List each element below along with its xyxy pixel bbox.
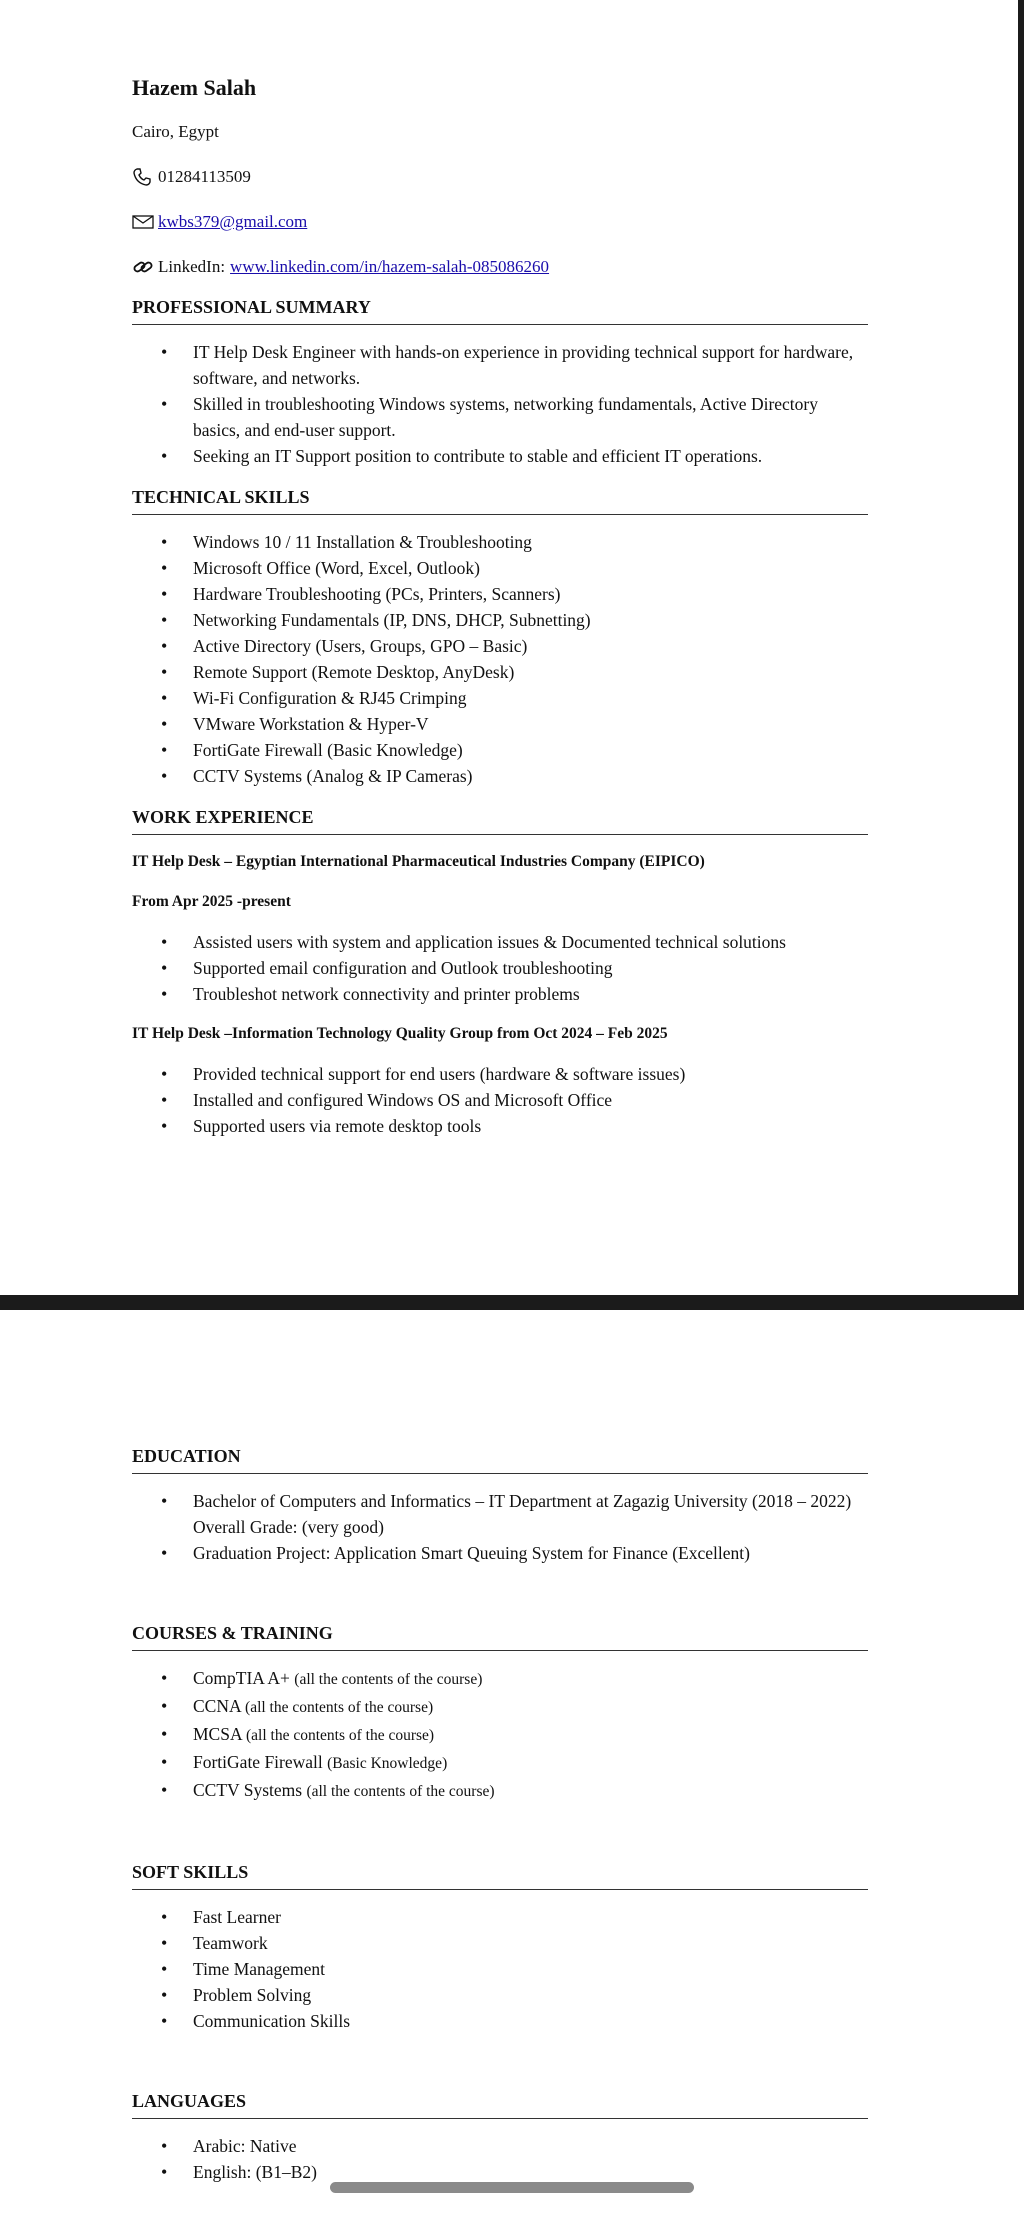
list-item: • Graduation Project: Application Smart Queuing System for Finance (Excellent) [193,1540,868,1566]
job-period-eipico: From Apr 2025 -present [132,893,291,910]
list-item: • Wi-Fi Configuration & RJ45 Crimping [193,685,868,711]
list-item: • English: (B1–B2) [193,2159,868,2185]
list-item: • CCTV Systems (Analog & IP Cameras) [193,763,868,789]
course-note: (Basic Knowledge) [327,1755,448,1772]
home-indicator[interactable] [330,2182,694,2193]
email-link[interactable]: kwbs379@gmail.com [158,212,308,231]
location [132,120,868,144]
list-item [193,1777,868,1805]
candidate-name: Hazem Salah [132,75,257,100]
list-item: • Provided technical support for end users (hardware & software issues) [193,1061,868,1087]
course-name: CCNA [193,1696,241,1716]
course-name: CCTV Systems [193,1780,303,1800]
phone-number[interactable]: 01284113509 [158,167,251,186]
list-item: • Time Management [193,1956,868,1982]
section-work-experience: WORK EXPERIENCE [132,804,868,835]
list-item: • Problem Solving [193,1982,868,2008]
job1-duties-list [132,929,868,1007]
list-item: • Arabic: Native [193,2133,868,2159]
list-item [193,1749,868,1777]
list-item: • Assisted users with system and application issues & Documented technical solutions [193,929,868,955]
course-name: FortiGate Firewall [193,1752,323,1772]
list-item [193,1721,868,1749]
list-item: • Microsoft Office (Word, Excel, Outlook) [193,555,868,581]
course-note: (all the contents of the course) [294,1671,483,1688]
summary-list [132,339,868,469]
section-languages: LANGUAGES [132,2088,868,2119]
course-note: (all the contents of the course) [246,1727,435,1744]
course-note: (all the contents of the course) [245,1699,434,1716]
section-soft-skills: SOFT SKILLS [132,1859,868,1890]
job-title-itqg: IT Help Desk –Information Technology Quality Group from Oct 2024 – Feb 2025 [132,1025,668,1042]
soft-skills-list [132,1904,868,2034]
list-item: • Hardware Troubleshooting (PCs, Printers, Scanners) [193,581,868,607]
course-name: MCSA [193,1724,242,1744]
section-education: EDUCATION [132,1443,868,1474]
list-item: • Windows 10 / 11 Installation & Troubleshooting [193,529,868,555]
location-text: Cairo, Egypt [132,122,219,141]
list-item [193,1665,868,1693]
email-row [132,210,868,234]
list-item: • Bachelor of Computers and Informatics – IT Department at Zagazig University (2018 – 2022) Overall Grade: (very good) [193,1488,868,1540]
list-item: • Installed and configured Windows OS and Microsoft Office [193,1087,868,1113]
linkedin-row [132,255,868,279]
languages-list [132,2133,868,2185]
section-courses-training: COURSES & TRAINING [132,1620,868,1651]
linkedin-label: LinkedIn: [158,257,226,276]
courses-list [132,1665,868,1805]
list-item: • Networking Fundamentals (IP, DNS, DHCP, Subnetting) [193,607,868,633]
course-name: CompTIA A+ [193,1668,290,1688]
education-list [132,1488,868,1566]
envelope-icon [132,212,154,232]
list-item: • Communication Skills [193,2008,868,2034]
course-note: (all the contents of the course) [306,1783,495,1800]
job-title-eipico: IT Help Desk – Egyptian International Pharmaceutical Industries Company (EIPICO) [132,853,705,870]
linkedin-link[interactable]: www.linkedin.com/in/hazem-salah-085086260 [230,257,550,276]
list-item: • Supported email configuration and Outlook troubleshooting [193,955,868,981]
link-icon [132,257,154,277]
resume-page-2 [132,1428,868,2185]
list-item: • Supported users via remote desktop tools [193,1113,868,1139]
list-item: • VMware Workstation & Hyper-V [193,711,868,737]
list-item [193,1693,868,1721]
section-technical-skills: TECHNICAL SKILLS [132,484,868,515]
resume-page-1 [132,72,868,1139]
list-item: • Teamwork [193,1930,868,1956]
list-item: • Skilled in troubleshooting Windows systems, networking fundamentals, Active Directory basics, and end-user support. [193,391,868,443]
list-item: • Troubleshot network connectivity and printer problems [193,981,868,1007]
job2-duties-list [132,1061,868,1139]
skills-list [132,529,868,789]
phone-row [132,165,868,189]
list-item: • Remote Support (Remote Desktop, AnyDesk) [193,659,868,685]
page-edge-shadow [1018,0,1024,1310]
page-separator [0,1295,1024,1310]
list-item: • IT Help Desk Engineer with hands-on experience in providing technical support for hardware, software, and networks. [193,339,868,391]
phone-icon [132,167,154,187]
section-professional-summary: PROFESSIONAL SUMMARY [132,294,868,325]
list-item: • FortiGate Firewall (Basic Knowledge) [193,737,868,763]
list-item: • Fast Learner [193,1904,868,1930]
list-item: • Active Directory (Users, Groups, GPO – Basic) [193,633,868,659]
list-item: • Seeking an IT Support position to contribute to stable and efficient IT operations. [193,443,868,469]
